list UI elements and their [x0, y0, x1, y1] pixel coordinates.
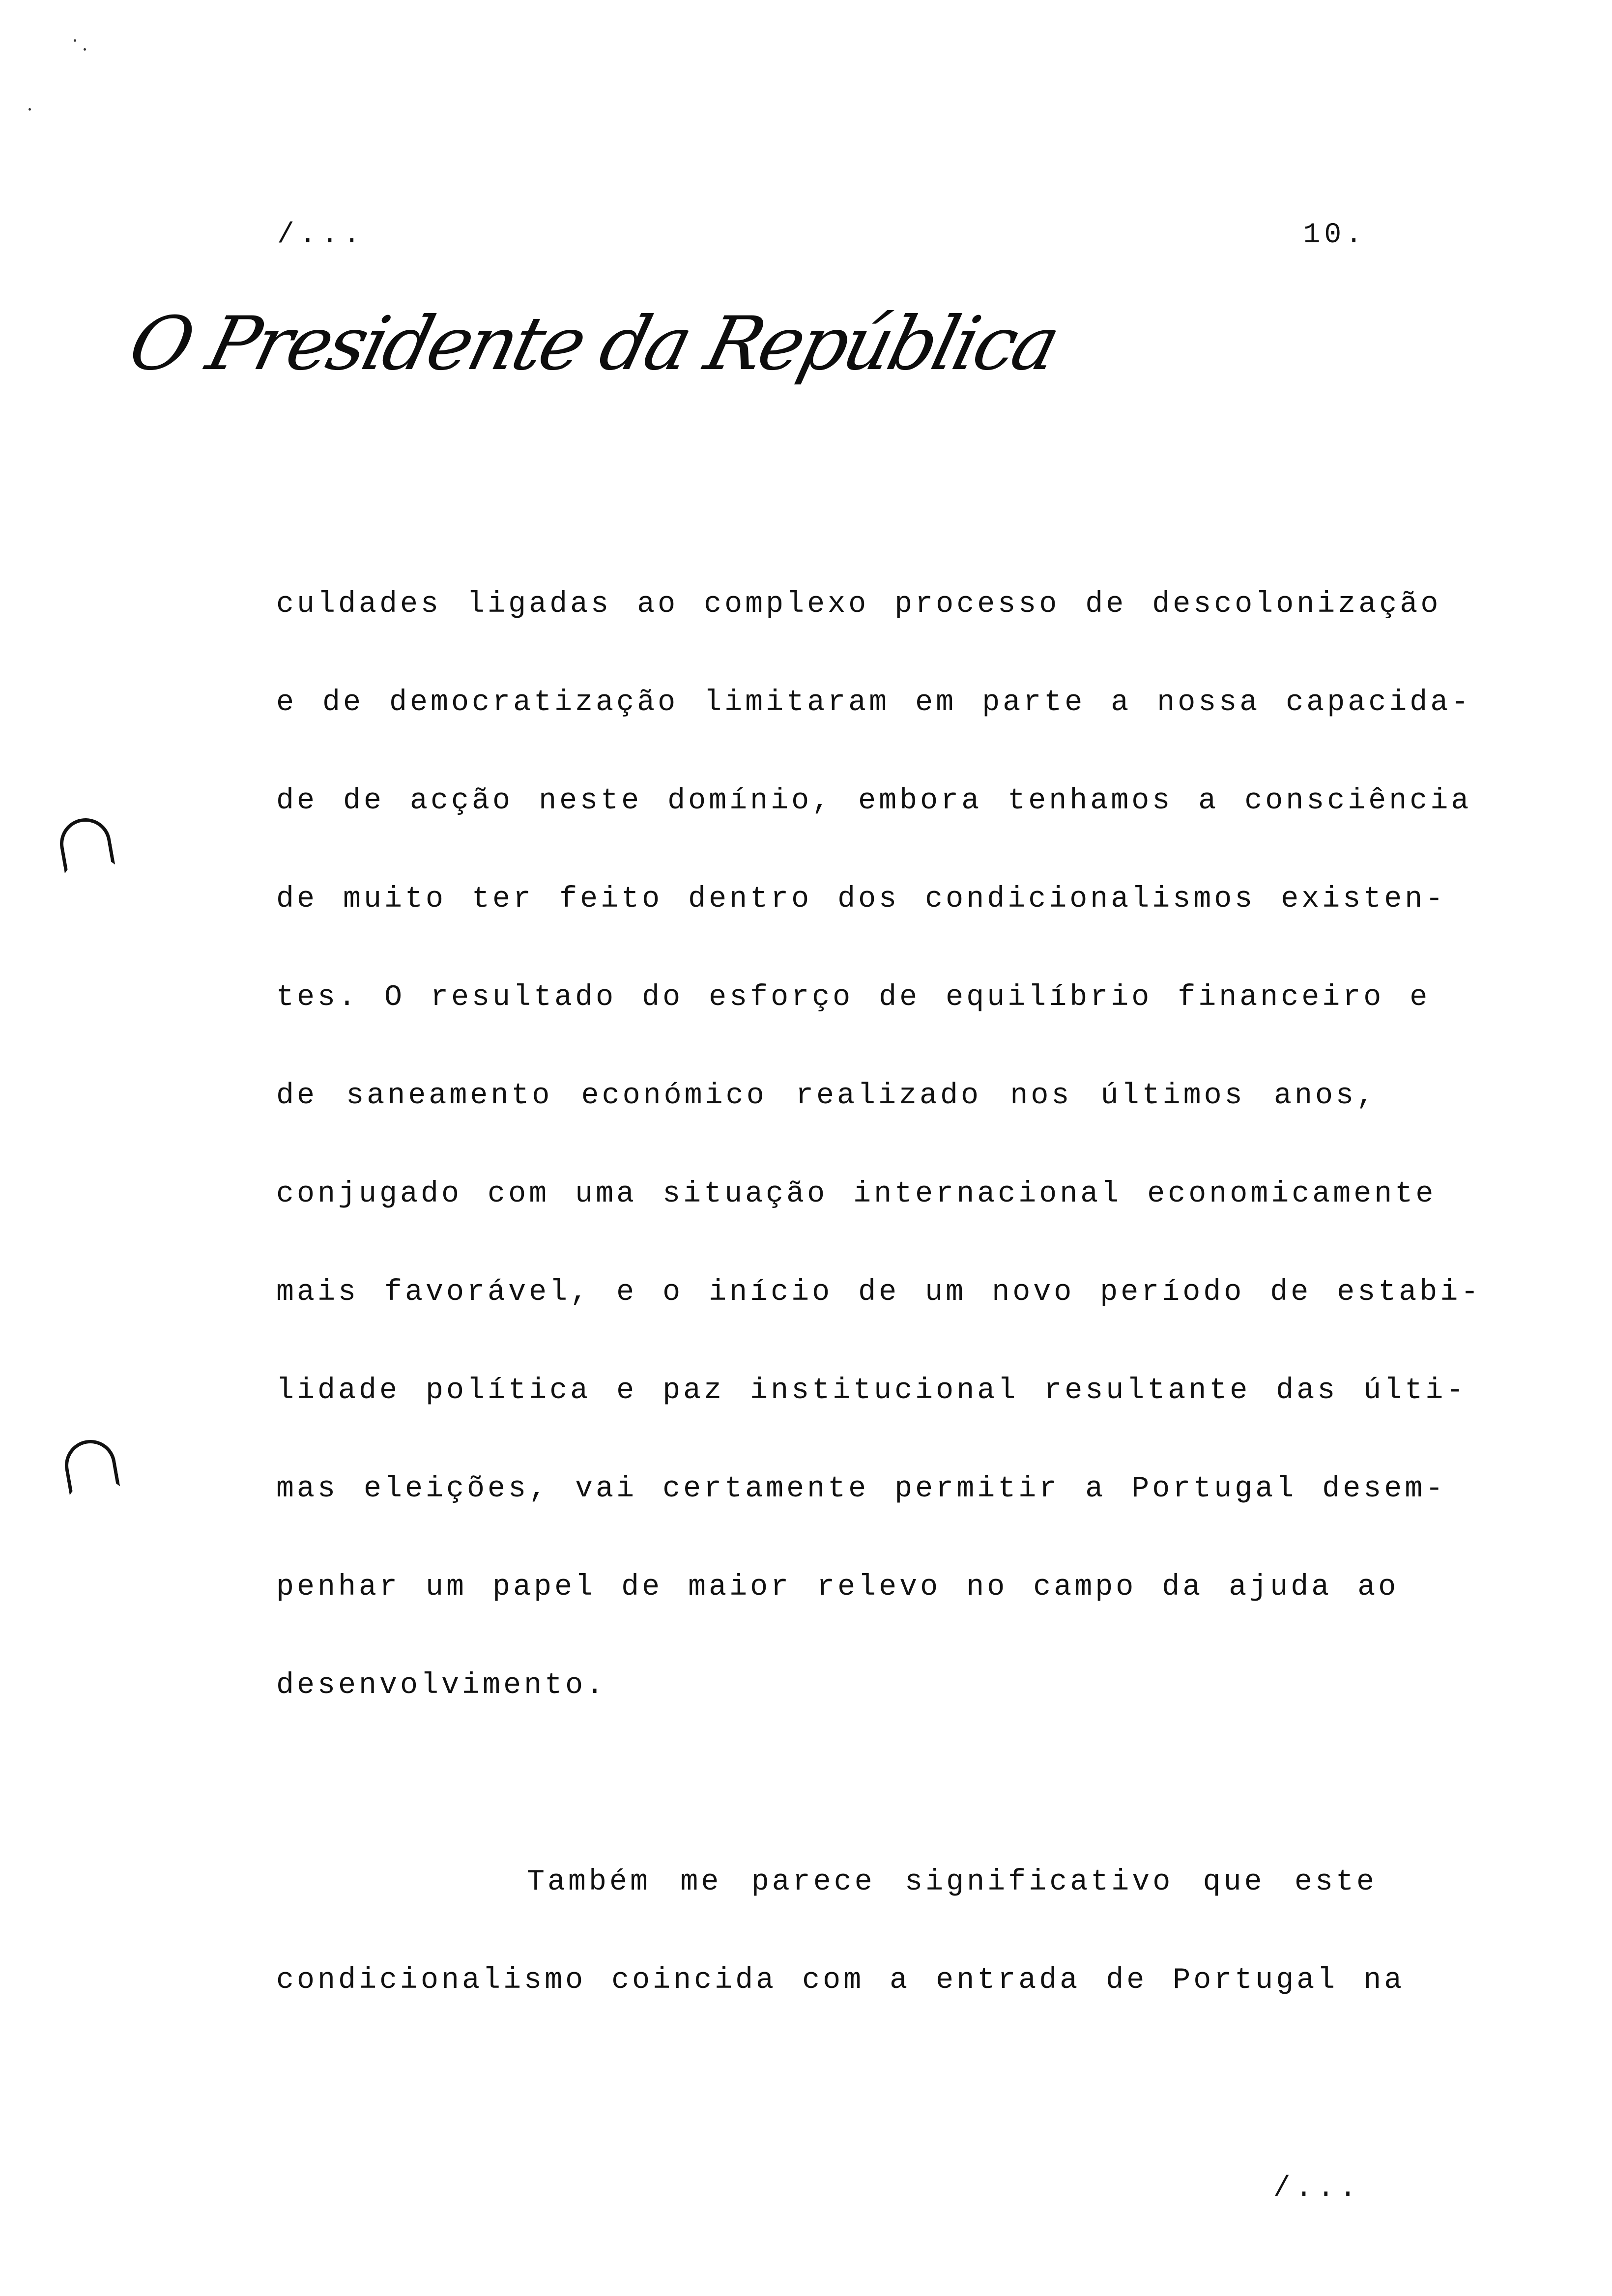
continuation-marker-top: /... [277, 219, 366, 251]
text-line: Também me parece significativo que este [527, 1866, 1377, 1899]
scan-speck [84, 48, 86, 51]
text-line: lidade política e paz institucional resultante das últi- [276, 1374, 1467, 1407]
text-line: condicionalismo coincida com a entrada de Portugal na [276, 1964, 1405, 1997]
punch-hole-mark [61, 1436, 120, 1495]
letterhead-logo: O Presidente da República [121, 301, 1065, 387]
body-text [276, 580, 1482, 2054]
text-line: penhar um papel de maior relevo no campo da ajuda ao [276, 1571, 1399, 1604]
text-line: culdades ligadas ao complexo processo de descolonização [276, 588, 1441, 621]
page-number: 10. [1303, 219, 1366, 251]
text-line: conjugado com uma situação internacional economicamente [276, 1177, 1437, 1211]
text-line: mas eleições, vai certamente permitir a Portugal desem- [276, 1472, 1446, 1506]
punch-hole-mark [56, 814, 115, 873]
text-line: de de acção neste domínio, embora tenhamos a consciência [276, 784, 1472, 818]
text-line: desenvolvimento. [276, 1669, 607, 1702]
text-line: de muito ter feito dentro dos condicionalismos existen- [276, 883, 1446, 916]
scan-speck [29, 108, 31, 111]
text-line: e de democratização limitaram em parte a nossa capacida- [276, 686, 1472, 719]
text-line: de saneamento económico realizado nos últimos anos, [276, 1079, 1377, 1113]
paragraph-gap [276, 1759, 1377, 1858]
text-line: mais favorável, e o início de um novo período de estabi- [276, 1276, 1482, 1309]
scan-speck [74, 39, 76, 42]
continuation-marker-bottom: /... [1273, 2173, 1361, 2205]
text-line: tes. O resultado do esforço de equilíbrio financeiro e [276, 981, 1431, 1014]
